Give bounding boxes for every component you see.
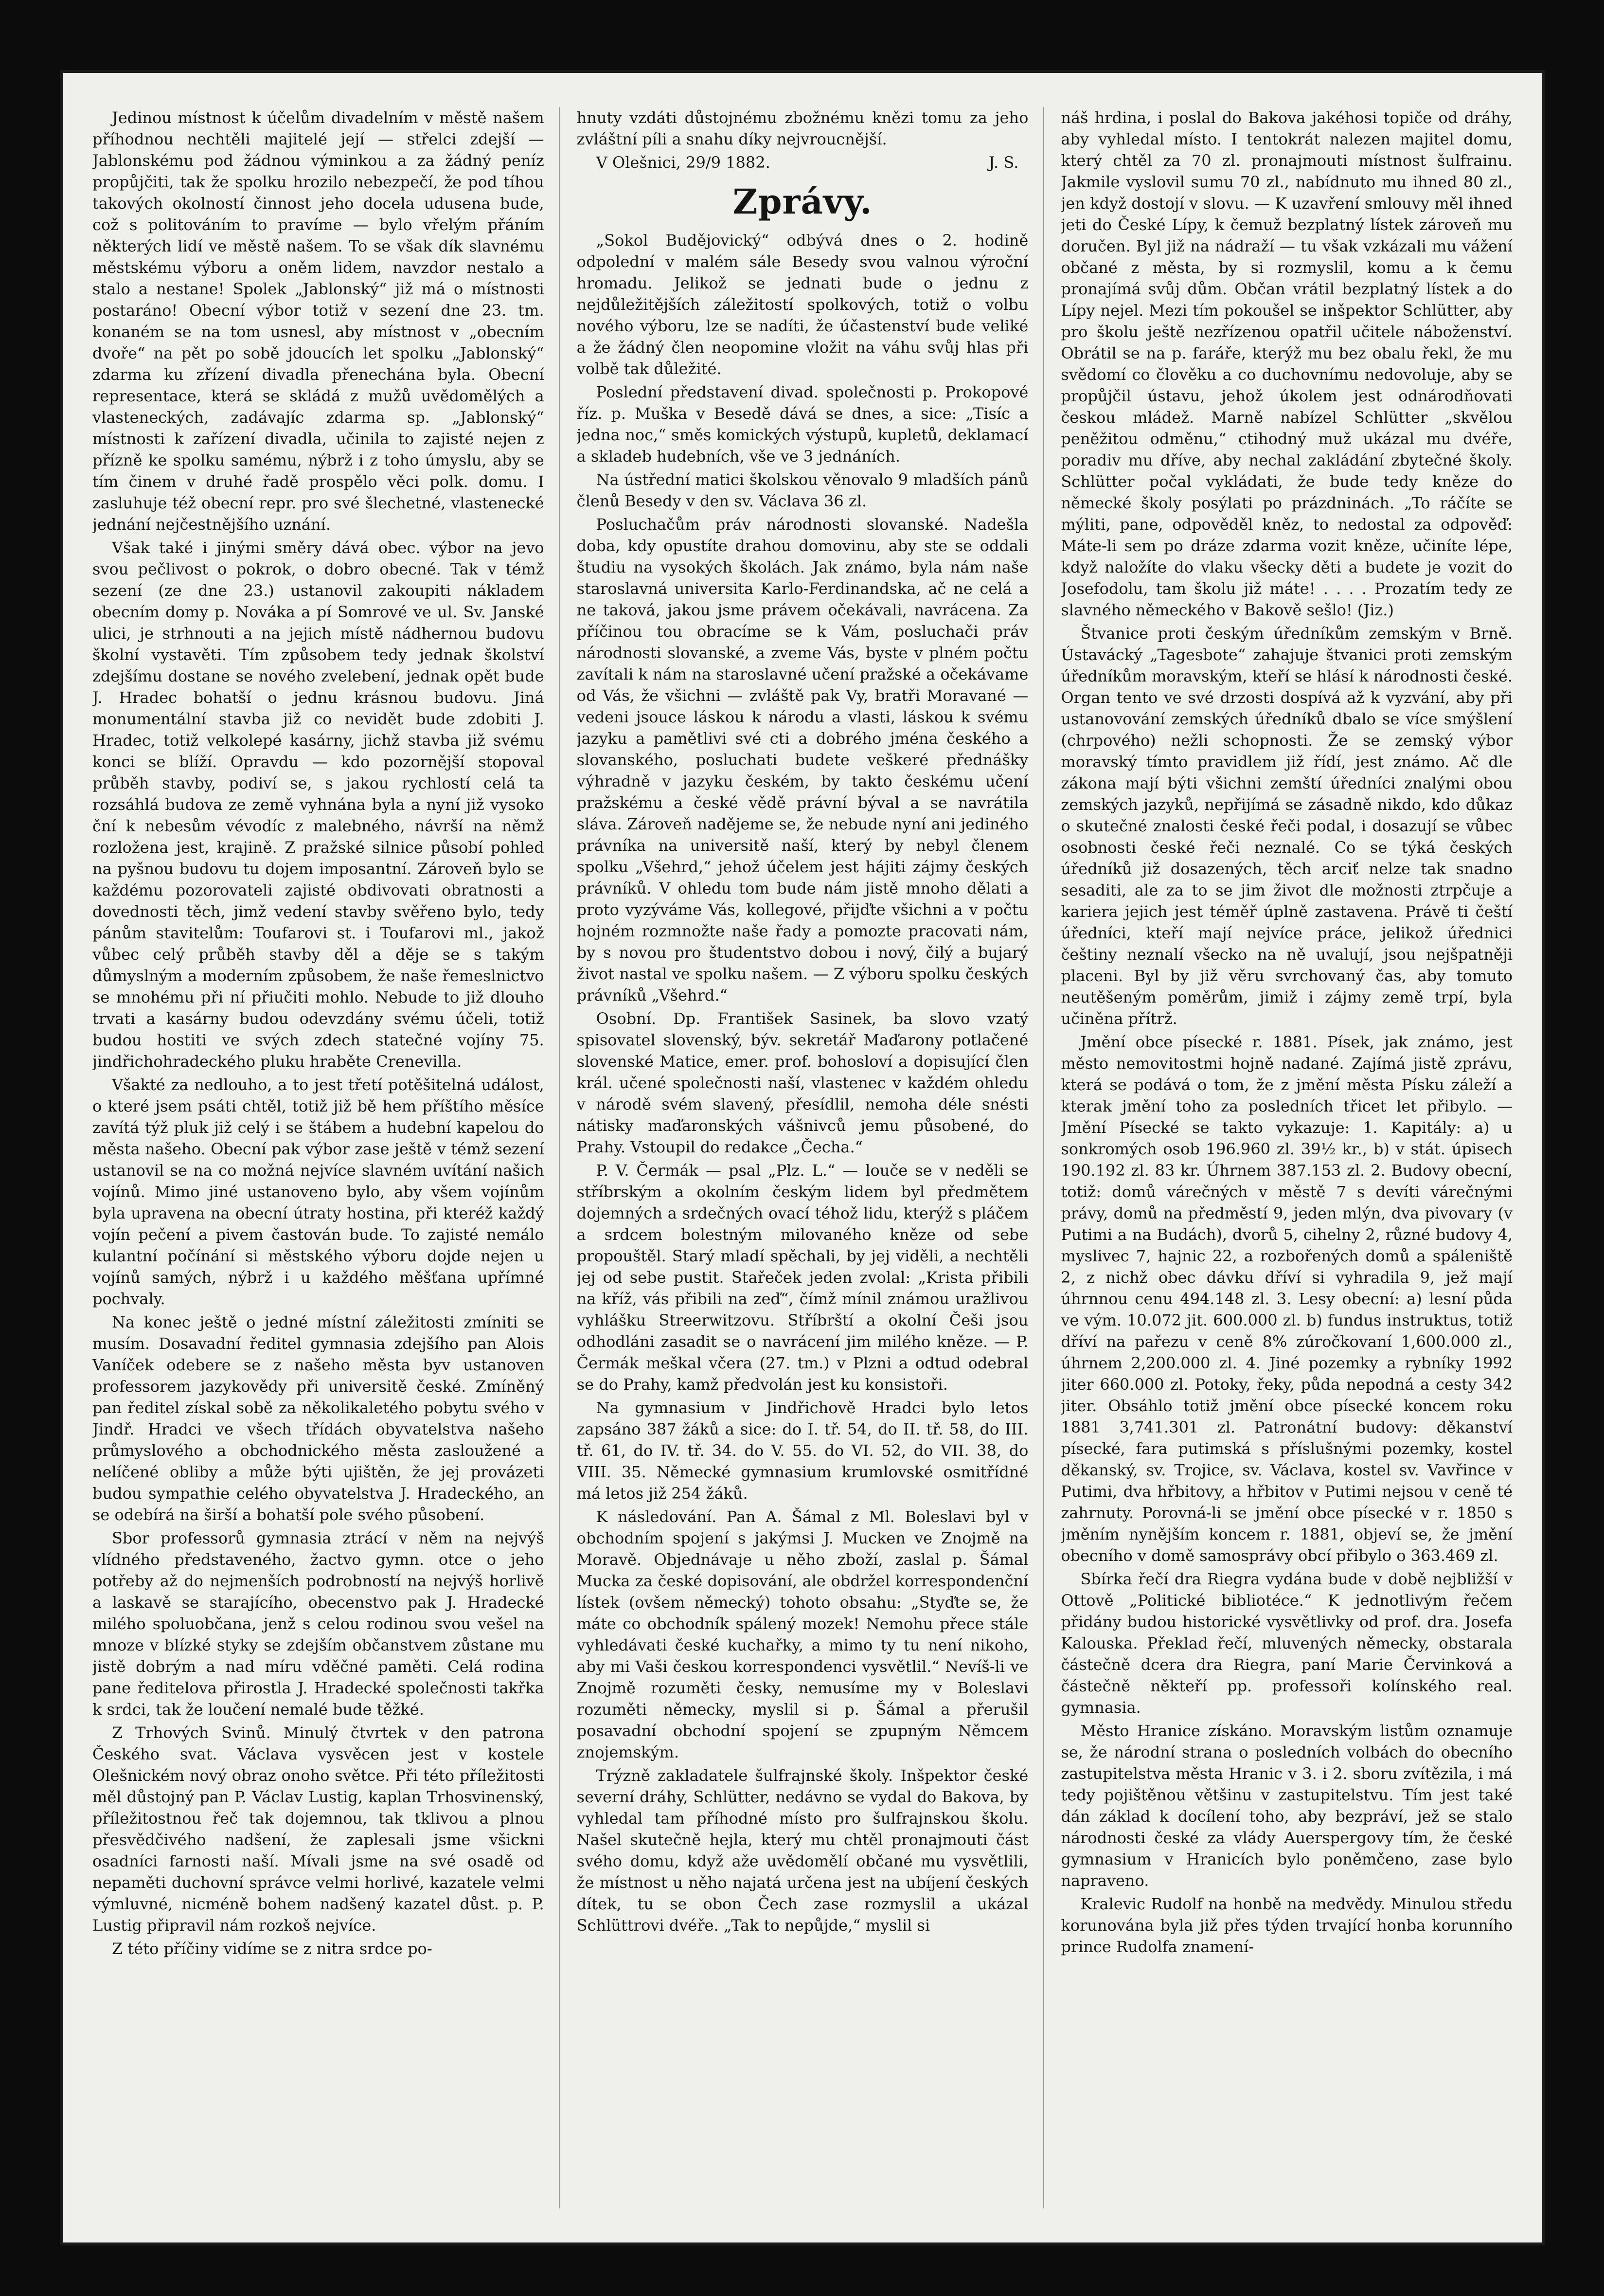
news-item: P. V. Čermák — psal „Plz. L.“ — louče se v neděli se stříbrským a okolním českým lidem byl předmětem dojemných a srdečných ovací téhož lidu, kterýž s pláčem a srdcem bolestným milovaného kněze od sebe propouštěl. Starý mladí spěchali, by jej viděli, a nechtěli jej od sebe pustit. Stařeček jeden zvolal: „Krista přibili na kříž, vás přibili na zeď“, čímž mínil známou uražlivou vyhlášku Streerwitzovu. Stříbrští a okolní Češi jsou odhodláni zasadit se o navrácení jim milého kněze. — P. Čermák meškal včera (27. tm.) v Plzni a odtud odebral se do Prahy, kamž předvolán jest ku konsistoři. [576, 1161, 1029, 1394]
newspaper-page [63, 73, 1542, 2242]
news-item: Jmění obce písecké r. 1881. Písek, jak známo, jest město nemovitostmi hojně nadané. Zajímá jistě zprávu, která se podává o tom, že z jmění města Písku záleží a kterak jmění toho za posledních třicet let přibylo. — Jmění Písecké se takto vykazuje: 1. Kapitály: a) u sonkromých osob 196.960 zl. 39½ kr., b) v stát. úpisech 190.192 zl. 83 kr. Úhrnem 387.153 zl. 2. Budovy obecní, totiž: domů várečných v městě 7 s devíti várečnými právy, domů na předměstí 9, jeden mlýn, dva pivovary (v Putimi a na Budách), dvorů 5, cihelny 2, různé budovy 4, myslivec 7, hajnic 22, a rozbořených domů a spáleniště 2, z nichž obec dávku dříví si vyhradila 9, jež mají úhrnnou cenu 494.148 zl. 3. Lesy obecní: a) lesní půda ve vým. 10.072 jit. 600.000 zl. b) fundus instruktus, totiž dříví na pařezu v ceně 8% zúročkovaní 1,600.000 zl., úhrnem 2,200.000 zl. 4. Jiné pozemky a rybníky 1992 jiter 660.000 zl. Potoky, řeky, půda nepodná a cesty 342 jiter. Obsáhlo totiž jmění obce písecké koncem roku 1881 3,741.301 zl. Patronátní budovy: děkanství písecké, fara putimská s příslušnými pozemky, kostel děkanský, sv. Trojice, sv. Václava, kostel sv. Vavřince v Putimi, dva hřbitovy, a hřbitov v Putimi nejsou v ceně té zahrnuty. Porovná-li se jmění obce písecké v r. 1850 s jměním nynějším koncem r. 1881, objeví se, že jmění obecního v domě samosprávy obcí přibylo o 363.469 zl. [1061, 1033, 1513, 1565]
news-item: Na ústřední matici školskou věnovalo 9 mladších pánů členů Besedy v den sv. Václava 36 zl. [576, 470, 1029, 510]
paragraph: Sbor professorů gymnasia ztrácí v něm na nejvýš vlídného představeného, žactvo gymn. otce o jeho potřeby až do nejmenších podrobností na nejvýš horlivě a laskavě se starajícího, obecenstvo pak J. Hradecké milého spoluobčana, jenž s celou rodinou svou vešel na mnoze v blízké styky se zdejším občanstvem zůstane mu jistě dobrým a nad míru vděčné paměti. Celá rodina pane ředitelova přirostla J. Hradecké společnosti takřka k srdci, tak že loučení nemalé bude těžké. [92, 1529, 544, 1719]
signature-author: J. S. [988, 153, 1019, 172]
news-item: K následování. Pan A. Šámal z Ml. Boleslavi byl v obchodním spojení s jakýmsi J. Mucken ve Znojmě na Moravě. Objednávaje u něho zboží, zaslal p. Šámal Mucka za české dopisování, ale obdržel korrespondenční lístek (ovšem německý) tohoto obsahu: „Styďte se, že máte co obchodník spálený mozek! Nemohu přece stále vyhledávati české kuchařky, a mimo ty tu není nikoho, aby mi Vaši českou korrespondenci vysvětlil.“ Nevíš-li ve Znojmě rozuměti česky, nemusíme my v Boleslavi rozuměti německy, myslil si p. Šámal a přerušil posavadní obchodní spojení se zpupným Němcem znojemským. [576, 1507, 1029, 1761]
news-item: Štvanice proti českým úředníkům zemským v Brně. Ústavácký „Tagesbote“ zahajuje štvanici proti zemským úředníkům moravským, kteří se hlásí k národnosti české. Organ tento ve své drzosti dospívá až k vyzvání, aby při ustanovování zemských úředníků dbalo se více smýšlení (chrpového) nežli schopnosti. Že se zemský výbor moravský tímto pravidlem již řídí, jest známo. Ač dle zákona mají býti všichni zemští úředníci znalými obou zemských jazyků, nepřijímá se zásadně nikdo, kdo důkaz o skutečné znalosti české řeči podal, i dosazují se vůbec osobnosti české řeči neznalé. Co se týká českých úředníků již dosazených, těch arciť nelze tak snadno sesaditi, ale za to se jim život dle možnosti ztrpčuje a kariera jejich jest téměř úplně zastavena. Právě ti čeští úředníci, kteří mají nejvíce práce, jelikož úřednici češtiny neznalí všecko na ně uvalují, jsou nejšpatněji placeni. Byl by již věru svrchovaný čas, aby tomuto neutěšeným poměrům, jimiž i zájmy země trpí, byla učiněna přítrž. [1061, 624, 1513, 1028]
news-item: Poslední představení divad. společnosti p. Prokopové říz. p. Muška v Besedě dává se dnes, a sice: „Tisíc a jedna noc,“ směs komických výstupů, kupletů, deklamací a skladeb hudebních, vše ve 3 jednáních. [576, 383, 1029, 466]
paragraph: Však také i jinými směry dává obec. výbor na jevo svou pečlivost o pokrok, o dobro obecné. Tak v témž sezení (ze dne 23.) ustanovil zakoupiti nákladem obecním domy p. Nováka a pí Somrové ve ul. Sv. Janské ulici, je strhnouti a na jejich místě nádhernou budovu školní vystavěti. Tím způsobem tedy jednak školství zdejšímu dostane se nového zvelebení, jednak opět bude J. Hradec bohatší o jednu krásnou budovu. Jiná monumentální stavba již co nevidět bude zdobiti J. Hradec, totiž velkolepé kasárny, jichž stavba již svému konci se blíží. Opravdu — kdo pozornější stopoval průběh stavby, podiví se, s jakou rychlostí celá ta rozsáhlá budova ze země vyhnána byla a nyní již vysoko ční k nebesům vévodíc z malebného, návrší na němž rozložena jest, krajině. Z pražské silnice působí pohled na pyšnou budovu tu dojem imposantní. Zároveň bylo se každému pozorovateli zajisté obdivovati obratnosti a dovednosti těch, jimž vedení stavby svěřeno bylo, tedy pánům stavitelům: Toufarovi st. i Toufarovi ml., jakož vůbec celý průběh stavby děl a děje se s takým důmyslným a moderním způsobem, že naše řemeslnictvo se mnohému při ní přiučiti mohlo. Nebude to již dlouho trvati a kasárny budou odevzdány svému účeli, totiž budou hostiti ve svých zdech statečné vojíny 75. jindřichohradeckého pluku hraběte Crenevilla. [92, 538, 544, 1071]
column-3 [1061, 107, 1513, 2208]
news-item: Kralevic Rudolf na honbě na medvědy. Minulou středu korunována byla již přes týden trvající honba korunního prince Rudolfa znamení- [1061, 1895, 1513, 1956]
news-item: Město Hranice získáno. Moravským listům oznamuje se, že národní strana o posledních volbách do obecního zastupitelstva města Hranic v 3. i 2. sboru zvítězila, i má tedy pojištěnou většinu v zastupitelstvu. Tím jest také dán základ k docílení toho, aby bezpráví, jež se stalo národnosti české za vlády Auerspergovy tím, že české gymnasium v Hranicích bylo poněmčeno, zase bylo napraveno. [1061, 1722, 1513, 1890]
news-item: náš hrdina, i poslal do Bakova jakéhosi topiče od dráhy, aby vyhledal místo. I tentokrát nalezen majitel domu, který chtěl za 70 zl. pronajmouti místnost šulfrainu. Jakmile vyslovil sumu 70 zl., nabídnuto mu ihned 80 zl., jen když dostojí v slovu. — K uzavření smlouvy měl ihned jeti do České Lípy, k čemuž bezplatný lístek zároveň mu doručen. Byl již na nádraží — tu však vzkázali mu vážení občané z města, by si rozmyslil, komu a k čemu pronajímá svůj dům. Občan vrátil bezplatný lístek a do Lípy nejel. Mezi tím pokoušel se inšpektor Schlütter, aby pro školu ještě nezřízenou opatřil učitele náboženství. Obrátil se na p. faráře, kterýž mu bez obalu řekl, že mu svědomí co člověku a co duchovnímu nedovoluje, aby se propůjčil ústavu, jehož úkolem jest odnárodňovati českou mládež. Marně nabízel Schlütter „skvělou peněžitou odměnu,“ ctihodný muž ukázal mu dvéře, poradiv mu dříve, aby nechal zakládání zbytečné školy. Schlütter počal vykládati, že bude tedy kněze do německé školy posýlati po prázdninách. „To ráčíte se mýliti, pane, odpověděl kněz, to nedostal za odpověď: Máte-li sem po dráze zdarma vozit kněze, učiníte lépe, když naložíte do vlaku všecky děti a budete je vozit do Josefodolu, tam školu již máte! . . . . Prozatím tedy ze slavného německého v Bakově sešlo! (Jiz.) [1061, 108, 1513, 619]
paragraph: Na konec ještě o jedné místní záležitosti zmíniti se musím. Dosavadní ředitel gymnasia zdejšího pan Alois Vaníček odebere se z našeho města byv ustanoven professorem jazykovědy při universitě české. Zmíněný pan ředitel získal sobě za několikaletého pobytu svého v Jindř. Hradci ve všech třídách obyvatelstva našeho průmyslového a obchodnického města zasloužené a nelíčené obliby a může býti ujištěn, že jej provázeti budou sympathie celého obyvatelstva J. Hradeckého, an se odebírá na širší a bohatší pole svého působení. [92, 1313, 544, 1524]
news-item: Sbírka řečí dra Riegra vydána bude v době nejbližší v Ottově „Politické bibliotéce.“ K jednotlivým řečem přidány budou historické vysvětlivky od prof. dra. Josefa Kalouska. Překlad řečí, mluvených německy, obstarala částečně dcera dra Riegra, paní Marie Červinková a částečně někteří pp. professoři kolínského real. gymnasia. [1061, 1570, 1513, 1717]
signature-line [577, 152, 1029, 173]
paragraph: hnuty vzdáti důstojnému zbožnému knězi tomu za jeho zvláštní píli a snahu díky nejvroucnější. [576, 108, 1029, 148]
signature-place: V Olešnici, 29/9 1882. [596, 153, 770, 172]
paragraph: Z Trhových Svinů. Minulý čtvrtek v den patrona Českého svat. Václava vysvěcen jest v kostele Olešnickém nový obraz onoho světce. Při této příležitosti měl důstojný pan P. Václav Lustig, kaplan Trhosvinenský, příležitostnou řeč tak dojemnou, tak tklivou a plnou přesvědčivého nadšení, že zaplesali jsme všickni osadníci farnosti naší. Mívali jsme na své osadě od nepaměti duchovní správce velmi horlivé, kazatele velmi výmluvné, nicméně bohem nadšený kazatel důst. p. P. Lustig připravil nám rozkoš nejvíce. [92, 1723, 544, 1935]
paragraph: Z této příčiny vidíme se z nitra srdce po- [112, 1939, 432, 1958]
column-1 [92, 107, 560, 2208]
paragraph: Jedinou místnost k účelům divadelním v městě našem příhodnou nechtěli majitelé její — střelci zdejší — Jablonskému pod žádnou výminkou a za žádný peníz propůjčiti, tak že spolku hrozilo nebezpečí, že pod tíhou takových okolností činnost jeho docela udusena bude, což s politováním to pravíme — bylo vřelým přáním některých lidí ve městě našem. To se však dík slavnému městskému výboru a oněm lidem, navzdor nestalo a stalo a nestane! Spolek „Jablonský“ již má o místnosti postaráno! Obecní výbor totiž v sezení dne 23. tm. konaném se na tom usnesl, aby místnost v „obecním dvoře“ na pět po sobě jdoucích let spolku „Jablonský“ zdarma ku zřízení divadla přenechána byla. Obecní representace, která se skládá z mužů uvědomělých a vlasteneckých, zadávajíc zdarma sp. „Jablonský“ místnosti k zařízení divadla, učinila to zajisté nejen z přízně ke spolku samému, nýbrž i z toho úmyslu, aby se tím činem v druhé řadě prospělo věci polk. domu. I zasluhuje též obecní repr. pro své šlechetné, vlastenecké jednání nejčestnějšího uznání. [92, 108, 544, 534]
news-item: Osobní. Dp. František Sasinek, ba slovo vzatý spisovatel slovenský, býv. sekretář Maďarony potlačené slovenské Matice, emer. prof. bohosloví a dopisující člen král. učené společnosti naší, vlastenec v každém ohledu v národě svém slavený, přesídlil, nemoha déle snésti nátisky maďaronských vášnivců jemu působené, do Prahy. Vstoupil do redakce „Čecha.“ [576, 1009, 1029, 1156]
section-heading: Zprávy. [732, 181, 873, 222]
news-item: Na gymnasium v Jindřichově Hradci bylo letos zapsáno 387 žáků a sice: do I. tř. 54, do II. tř. 58, do III. tř. 61, do IV. tř. 34. do V. 55. do VI. 52, do VII. 38, do VIII. 35. Německé gymnasium krumlovské osmitřídné má letos již 254 žáků. [576, 1399, 1029, 1503]
news-item: „Sokol Budějovický“ odbývá dnes o 2. hodině odpolední v malém sále Besedy svou valnou výroční hromadu. Jelikož se jednati bude o jednu z nejdůležitějších záležitostí spolkových, totiž o volbu nového výboru, lze se nadíti, že účastenství bude veliké a že žádný člen neopomine vložit na váhu svůj hlas při volbě tak důležité. [576, 231, 1029, 378]
news-item: Posluchačům práv národnosti slovanské. Nadešla doba, kdy opustíte drahou domovinu, aby ste se oddali študiu na vysokých školách. Jak známo, byla nám naše staroslavná universita Karlo-Ferdinandska, ač ne celá a ne taková, jakou jsme právem očekávali, navrácena. Za příčinou tou obracíme se k Vám, posluchači práv národnosti slovanské, a zveme Vás, byste v plném počtu zavítali k nám na staroslavné učení pražské a očekávame od Vás, že všichni — zvláště pak Vy, bratři Moravané — vedeni jsouce láskou k národu a vlasti, láskou k svému jazyku a pamětlivi své cti a dobrého jména českého a slovanského, posluchati budete veškeré přednášky výhradně v jazyku českém, by takto českému učení pražskému a české vědě právní býval a se navrátila sláva. Zároveň nadějeme se, že nebude nyní ani jediného právníka na universitě naší, který by nebyl členem spolku „Všehrd,“ jehož účelem jest hájiti zájmy českých právníků. V ohledu tom bude nám jistě mnoho dělati a proto vyzýváme Vás, kollegové, přijďte všichni a v počtu hojném rozmnožte naše řady a pomozte pracovati nám, by s novou pro študentstvo dobou i nový, čilý a bujarý život nastal ve spolku našem. — Z výboru spolku českých právníků „Všehrd.“ [576, 515, 1029, 1004]
news-item: Trýzně zakladatele šulfrajnské školy. Inšpektor české severní dráhy, Schlütter, nedávno se vydal do Bakova, by vyhledal tam příhodné místo pro šulfrajnskou školu. Našel skutečně hejla, který mu chtěl pronajmouti část svého domu, když aže uvědomělí občané mu vysvětlili, že místnost u něho najatá určena jest na ubíjení českých dítek, tu se obon Čech zase rozmyslil a ukázal Schlüttrovi dvéře. „Tak to nepůjde,“ myslil si [576, 1766, 1029, 1935]
paragraph: Všakté za nedlouho, a to jest třetí potěšitelná událost, o které jsem psáti chtěl, totiž již bě hem příštího měsíce zavítá týž pluk již celý i se štábem a hudební kapelou do města našeho. Obecní pak výbor zase ještě v témž sezení ustanovil se na co možná nejvíce slavném uvítání našich vojínů. Mimo jiné ustanoveno bylo, aby všem vojínům byla upravena na obecní útraty hostina, při kteréž každý vojín pečení a pivem častován bude. To zajisté nemálo kulantní počínání si městského výboru dojde nejen u vojínů samých, nýbrž i u každého měšťana upřímné pochvaly. [92, 1076, 544, 1308]
column-2 [577, 107, 1045, 2208]
text-columns [92, 107, 1513, 2208]
